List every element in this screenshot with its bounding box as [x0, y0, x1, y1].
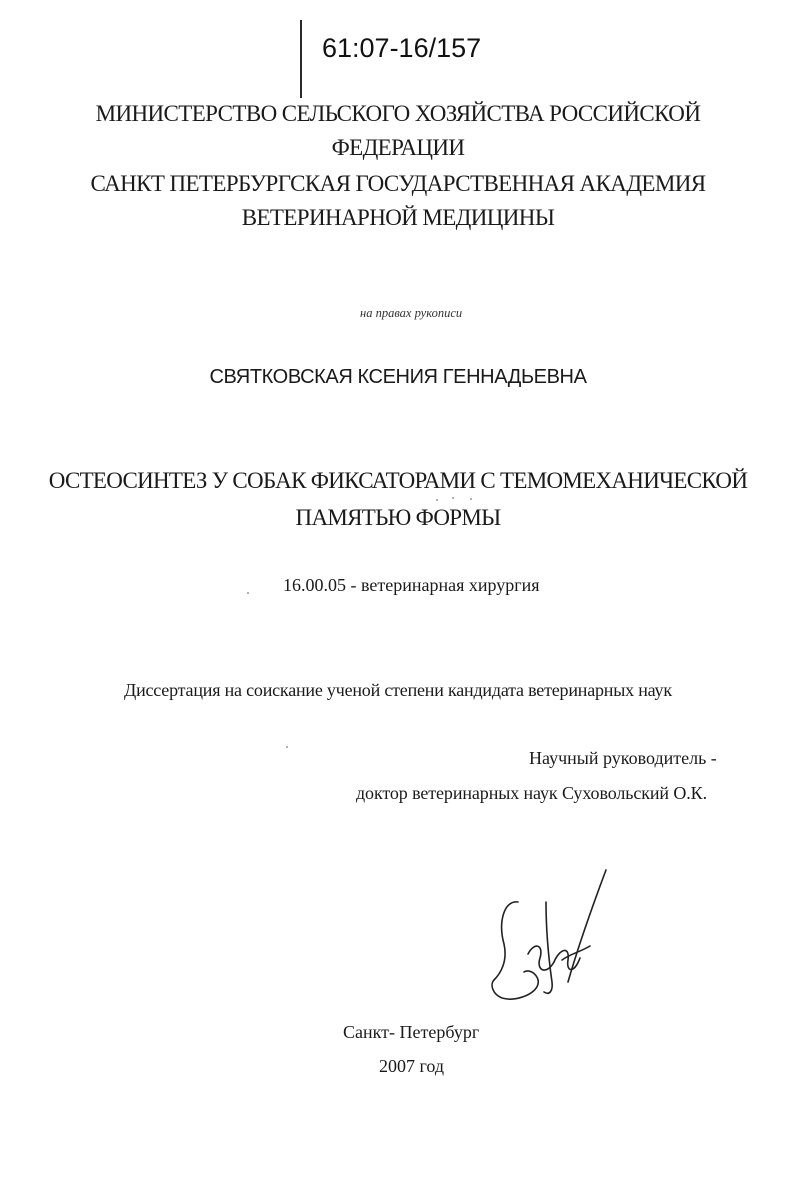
scan-speck [436, 499, 438, 501]
year: 2007 год [379, 1056, 445, 1076]
stamp-divider [300, 20, 302, 98]
advisor-signature [488, 862, 613, 1012]
catalog-stamp-code: 61:07-16/157 [322, 33, 482, 63]
academy-line-1: САНКТ ПЕТЕРБУРГСКАЯ ГОСУДАРСТВЕННАЯ АКАДЕМИЯ [90, 171, 706, 196]
author-name: СВЯТКОВСКАЯ КСЕНИЯ ГЕННАДЬЕВНА [209, 366, 587, 388]
advisor-role: Научный руководитель - [529, 748, 717, 768]
ministry-line-1: МИНИСТЕРСТВО СЕЛЬСКОГО ХОЗЯЙСТВА РОССИЙСКОЙ [95, 101, 701, 126]
scan-speck [470, 498, 472, 500]
specialty-code: 16.00.05 - ветеринарная хирургия [283, 575, 540, 595]
advisor-name: доктор ветеринарных наук Суховольский О.К. [356, 783, 707, 803]
dissertation-title-line-1: ОСТЕОСИНТЕЗ У СОБАК ФИКСАТОРАМИ С ТЕМОМЕХАНИЧЕСКОЙ [48, 468, 748, 493]
ministry-line-2: ФЕДЕРАЦИИ [331, 135, 465, 160]
manuscript-rights-note: на правах рукописи [360, 306, 463, 320]
academy-line-2: ВЕТЕРИНАРНОЙ МЕДИЦИНЫ [241, 205, 555, 230]
scan-speck [452, 497, 454, 499]
city: Санкт- Петербург [343, 1022, 480, 1042]
scan-speck [247, 592, 249, 594]
scan-speck [286, 746, 288, 748]
degree-statement: Диссертация на соискание ученой степени кандидата ветеринарных наук [124, 680, 672, 700]
dissertation-title-line-2: ПАМЯТЬЮ ФОРМЫ [295, 505, 501, 530]
